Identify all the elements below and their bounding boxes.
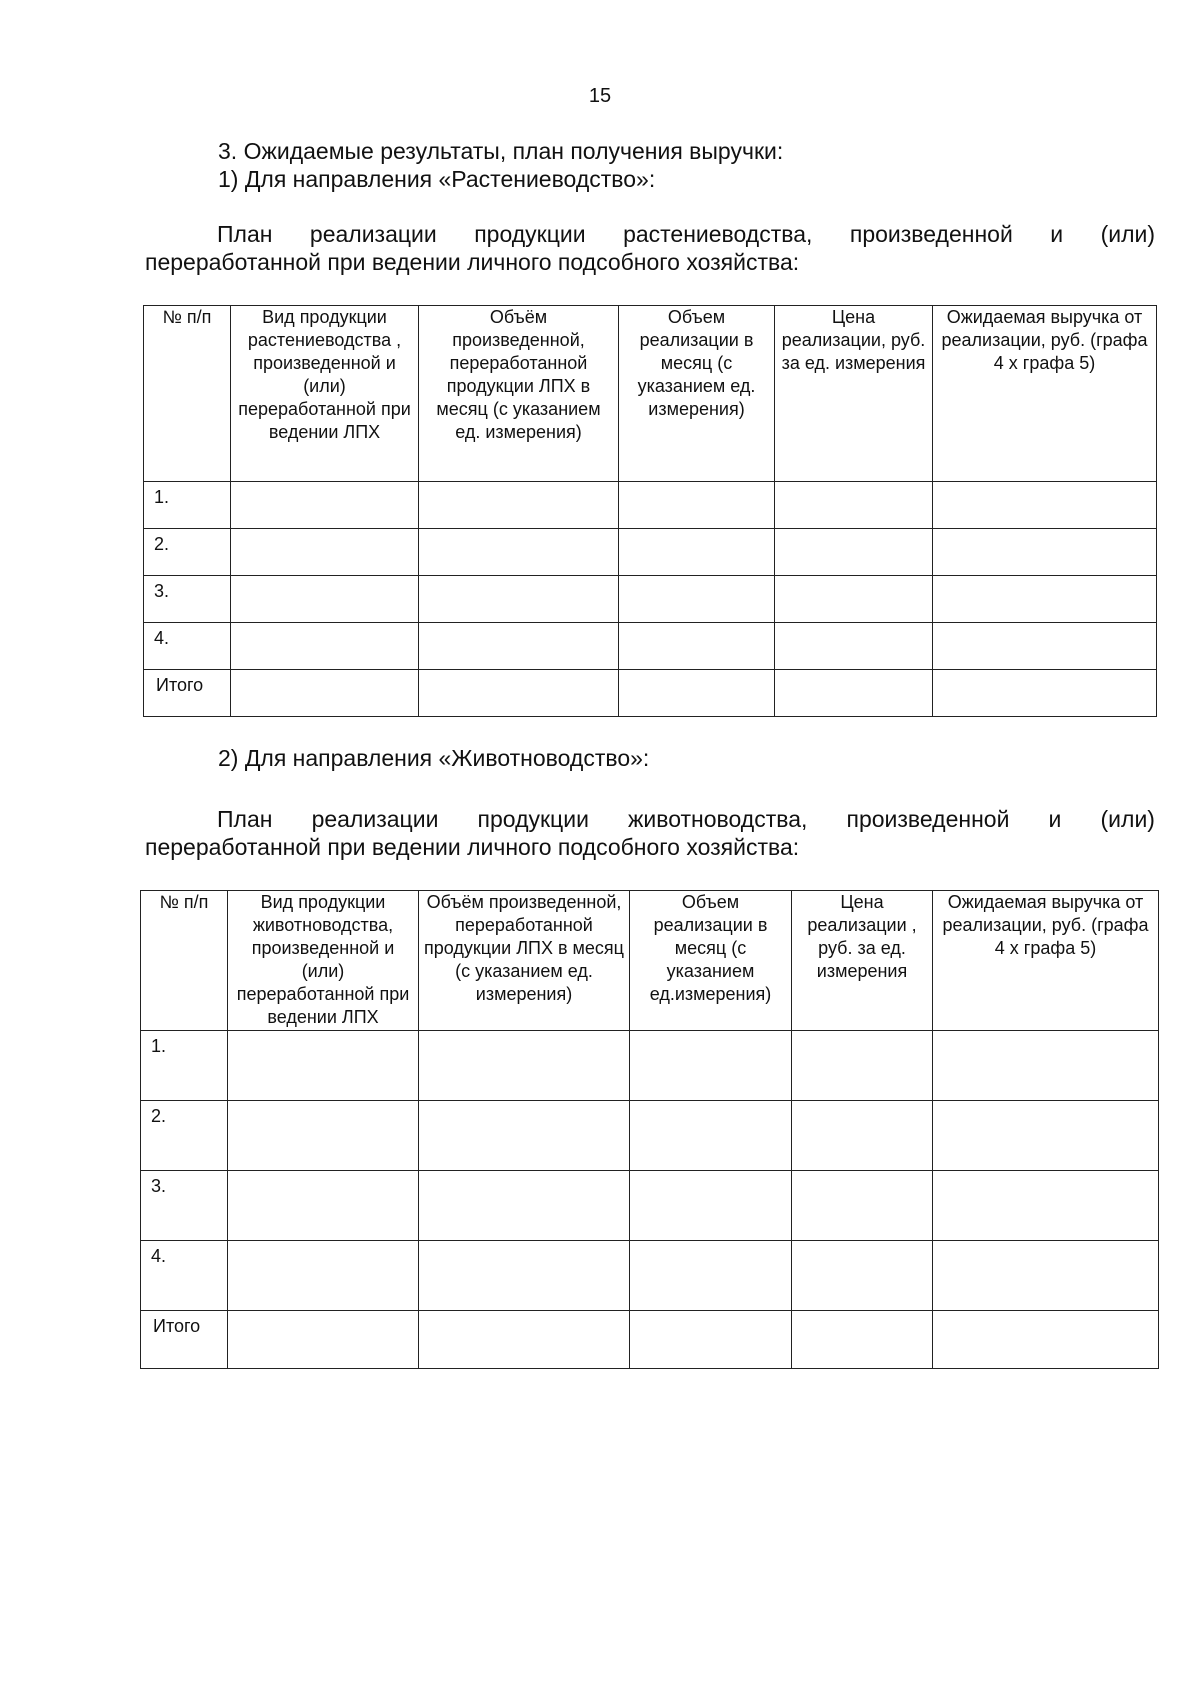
row-number: 2. bbox=[141, 1101, 228, 1171]
table-cell[interactable] bbox=[419, 623, 619, 670]
row-number: 1. bbox=[141, 1031, 228, 1101]
table-cell[interactable] bbox=[231, 623, 419, 670]
intro-word: План bbox=[217, 806, 273, 832]
table-cell[interactable] bbox=[792, 1171, 933, 1241]
table-cell[interactable] bbox=[419, 482, 619, 529]
plant-plan-intro-line2: переработанной при ведении личного подсобного хозяйства: bbox=[145, 249, 800, 275]
table-cell[interactable] bbox=[792, 1101, 933, 1171]
row-number: 3. bbox=[141, 1171, 228, 1241]
intro-word: реализации bbox=[309, 221, 437, 247]
table-cell[interactable] bbox=[228, 1311, 419, 1369]
table-row bbox=[144, 576, 1157, 623]
table-row bbox=[141, 1171, 1159, 1241]
plant-plan-intro bbox=[145, 220, 1155, 276]
table-cell[interactable] bbox=[775, 623, 933, 670]
table-cell[interactable] bbox=[933, 482, 1157, 529]
table-cell[interactable] bbox=[933, 576, 1157, 623]
header-cell-volume-produced: Объём произведенной, переработанной продукции ЛПХ в месяц (с указанием ед. измерения) bbox=[419, 891, 630, 1031]
header-cell-price: Цена реализации, руб. за ед. измерения bbox=[775, 306, 933, 482]
row-number: 4. bbox=[141, 1241, 228, 1311]
table-cell[interactable] bbox=[933, 1311, 1159, 1369]
table-cell[interactable] bbox=[419, 576, 619, 623]
table-cell[interactable] bbox=[933, 1101, 1159, 1171]
header-cell-price: Цена реализации , руб. за ед. измерения bbox=[792, 891, 933, 1031]
table-cell[interactable] bbox=[933, 1031, 1159, 1101]
table-cell[interactable] bbox=[419, 1241, 630, 1311]
header-cell-volume-sold: Объем реализации в месяц (с указанием ед.измерения) bbox=[630, 891, 792, 1031]
direction-plant-heading: 1) Для направления «Растениеводство»: bbox=[218, 166, 656, 192]
row-number: 4. bbox=[144, 623, 231, 670]
intro-word: произведенной bbox=[846, 806, 1010, 832]
table-cell[interactable] bbox=[630, 1171, 792, 1241]
animal-plan-table bbox=[140, 890, 1159, 1369]
table-cell[interactable] bbox=[775, 576, 933, 623]
table-cell[interactable] bbox=[775, 482, 933, 529]
table-cell[interactable] bbox=[630, 1101, 792, 1171]
table-cell[interactable] bbox=[619, 576, 775, 623]
intro-word: продукции bbox=[477, 806, 589, 832]
table-cell[interactable] bbox=[619, 482, 775, 529]
row-number: 1. bbox=[144, 482, 231, 529]
table-cell[interactable] bbox=[630, 1311, 792, 1369]
table-cell[interactable] bbox=[419, 1101, 630, 1171]
table-cell[interactable] bbox=[933, 529, 1157, 576]
table-cell[interactable] bbox=[419, 1171, 630, 1241]
header-cell-product-type: Вид продукции растениеводства , произведенной и (или) переработанной при ведении ЛПХ bbox=[231, 306, 419, 482]
table-row bbox=[144, 529, 1157, 576]
table-cell[interactable] bbox=[792, 1241, 933, 1311]
table-cell[interactable] bbox=[419, 1311, 630, 1369]
page-number: 15 bbox=[588, 85, 612, 107]
intro-word: растениеводства, bbox=[623, 221, 813, 247]
table-cell[interactable] bbox=[231, 576, 419, 623]
animal-plan-intro-line1 bbox=[145, 805, 1155, 833]
table-cell[interactable] bbox=[792, 1031, 933, 1101]
table-row-total bbox=[141, 1311, 1159, 1369]
table-row bbox=[141, 1241, 1159, 1311]
plant-plan-table bbox=[143, 305, 1157, 717]
table-cell[interactable] bbox=[933, 670, 1157, 717]
table-cell[interactable] bbox=[231, 529, 419, 576]
header-cell-volume-sold: Объем реализации в месяц (с указанием ед. измерения) bbox=[619, 306, 775, 482]
direction-animal-heading: 2) Для направления «Животноводство»: bbox=[218, 745, 650, 771]
intro-word: реализации bbox=[311, 806, 439, 832]
header-cell-volume-produced: Объём произведенной, переработанной продукции ЛПХ в месяц (с указанием ед. измерения) bbox=[419, 306, 619, 482]
table-cell[interactable] bbox=[933, 1241, 1159, 1311]
table-cell[interactable] bbox=[792, 1311, 933, 1369]
table-cell[interactable] bbox=[228, 1241, 419, 1311]
table-cell[interactable] bbox=[419, 670, 619, 717]
table-cell[interactable] bbox=[933, 623, 1157, 670]
table-cell[interactable] bbox=[619, 670, 775, 717]
intro-word: (или) bbox=[1100, 221, 1155, 247]
table-header-row bbox=[141, 891, 1159, 1031]
header-cell-expected-revenue: Ожидаемая выручка от реализации, руб. (графа 4 x графа 5) bbox=[933, 306, 1157, 482]
row-total-label: Итого bbox=[144, 670, 231, 717]
table-cell[interactable] bbox=[619, 623, 775, 670]
table-cell[interactable] bbox=[419, 1031, 630, 1101]
table-header-row bbox=[144, 306, 1157, 482]
row-number: 3. bbox=[144, 576, 231, 623]
table-cell[interactable] bbox=[933, 1171, 1159, 1241]
intro-word: (или) bbox=[1100, 806, 1155, 832]
intro-word: и bbox=[1048, 806, 1062, 832]
animal-plan-intro-line2: переработанной при ведении личного подсобного хозяйства: bbox=[145, 834, 800, 860]
table-cell[interactable] bbox=[228, 1101, 419, 1171]
row-number: 2. bbox=[144, 529, 231, 576]
table-cell[interactable] bbox=[231, 482, 419, 529]
table-row bbox=[141, 1031, 1159, 1101]
table-row-total bbox=[144, 670, 1157, 717]
intro-word: и bbox=[1050, 221, 1064, 247]
table-cell[interactable] bbox=[775, 529, 933, 576]
section-title: 3. Ожидаемые результаты, план получения выручки: bbox=[218, 138, 784, 164]
intro-word: произведенной bbox=[849, 221, 1013, 247]
table-cell[interactable] bbox=[775, 670, 933, 717]
plant-plan-intro-line1 bbox=[145, 220, 1155, 248]
table-cell[interactable] bbox=[630, 1031, 792, 1101]
table-row bbox=[144, 482, 1157, 529]
table-cell[interactable] bbox=[228, 1031, 419, 1101]
table-cell[interactable] bbox=[231, 670, 419, 717]
table-row bbox=[141, 1101, 1159, 1171]
table-cell[interactable] bbox=[228, 1171, 419, 1241]
header-cell-number: № п/п bbox=[144, 306, 231, 482]
table-cell[interactable] bbox=[630, 1241, 792, 1311]
header-cell-number: № п/п bbox=[141, 891, 228, 1031]
table-cell[interactable] bbox=[419, 529, 619, 576]
intro-word: животноводства, bbox=[628, 806, 808, 832]
table-row bbox=[144, 623, 1157, 670]
table-cell[interactable] bbox=[619, 529, 775, 576]
intro-word: продукции bbox=[474, 221, 586, 247]
row-total-label: Итого bbox=[141, 1311, 228, 1369]
animal-plan-intro bbox=[145, 805, 1155, 861]
header-cell-expected-revenue: Ожидаемая выручка от реализации, руб. (графа 4 x графа 5) bbox=[933, 891, 1159, 1031]
intro-word: План bbox=[217, 221, 273, 247]
header-cell-product-type: Вид продукции животноводства, произведенной и (или) переработанной при ведении ЛПХ bbox=[228, 891, 419, 1031]
